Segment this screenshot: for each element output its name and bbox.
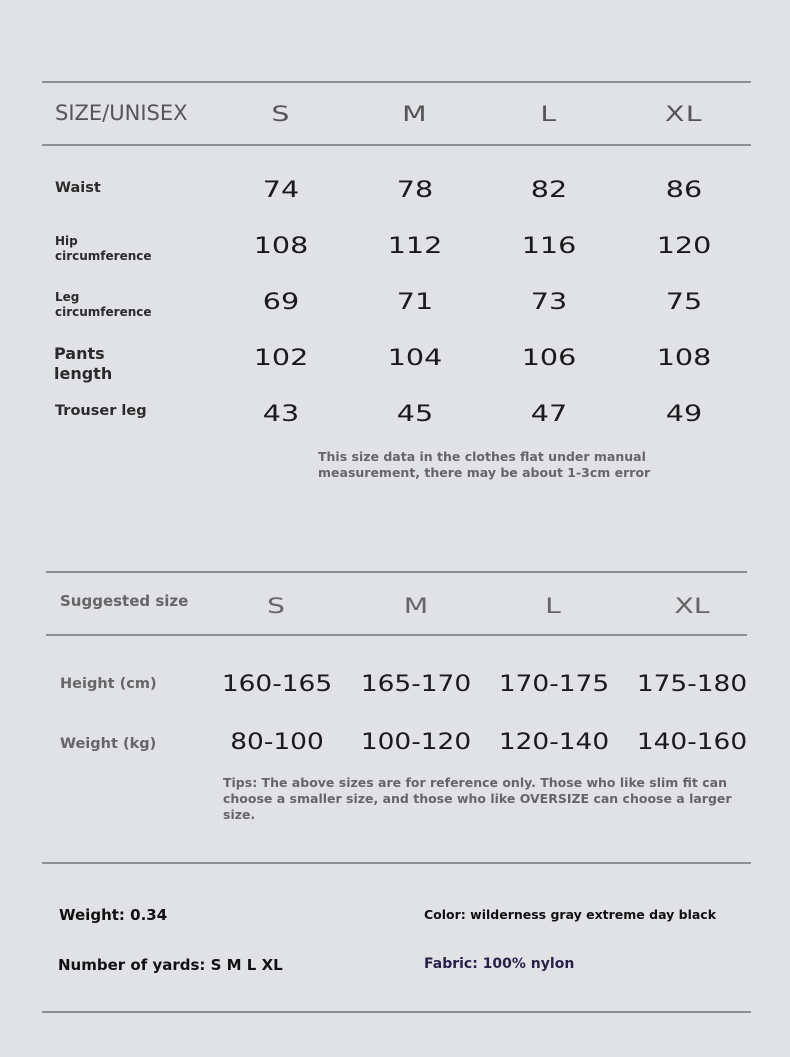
height-xl: 175-180	[636, 672, 748, 697]
height-l: 170-175	[498, 672, 610, 697]
trouser-s: 43	[262, 402, 300, 427]
tips-note: Tips: The above sizes are for reference only. Those who like slim fit can choose a smaller size, and those who like OVERSIZE can choose a larger size.	[223, 775, 732, 822]
size-header-xl: XL	[665, 102, 703, 126]
waist-l: 82	[530, 178, 568, 203]
row-label-hip-line2: circumference	[55, 249, 152, 263]
row-label-pants	[54, 344, 112, 384]
weight-l: 120-140	[498, 730, 610, 755]
weight-xl: 140-160	[636, 730, 748, 755]
pants-l: 106	[521, 346, 577, 371]
row-label-leg-line2: circumference	[55, 305, 152, 319]
hip-m: 112	[387, 234, 443, 259]
size-header-m: M	[402, 102, 428, 126]
pants-m: 104	[387, 346, 443, 371]
row-label-leg	[55, 290, 152, 320]
height-s: 160-165	[221, 672, 333, 697]
leg-xl: 75	[665, 290, 703, 315]
leg-l: 73	[530, 290, 568, 315]
suggested-header-xl: XL	[674, 594, 710, 618]
row-label-hip-line1: Hip	[55, 234, 78, 248]
measurement-note: This size data in the clothes flat under manual measurement, there may be about 1-3cm error	[318, 449, 651, 480]
yards-info: Number of yards: S M L XL	[58, 956, 283, 974]
hip-xl: 120	[656, 234, 712, 259]
top-rule	[42, 81, 751, 83]
suggested-header-rule	[46, 634, 747, 636]
row-label-trouser: Trouser leg	[55, 403, 147, 419]
suggested-header-s: S	[266, 594, 286, 618]
row-label-leg-line1: Leg	[55, 290, 80, 304]
leg-s: 69	[262, 290, 300, 315]
color-info: Color: wilderness gray extreme day black	[424, 907, 717, 922]
bottom-rule	[42, 1011, 751, 1013]
leg-m: 71	[396, 290, 434, 315]
trouser-l: 47	[530, 402, 568, 427]
fabric-info: Fabric: 100% nylon	[424, 956, 575, 972]
weight-s: 80-100	[230, 730, 324, 755]
trouser-xl: 49	[665, 402, 703, 427]
size-header-l: L	[540, 102, 558, 126]
waist-m: 78	[396, 178, 434, 203]
pants-xl: 108	[656, 346, 712, 371]
waist-xl: 86	[665, 178, 703, 203]
row-label-waist: Waist	[55, 180, 101, 196]
size-header-s: S	[271, 102, 291, 126]
hip-l: 116	[521, 234, 577, 259]
weight-label: Weight (kg)	[60, 736, 157, 752]
suggested-header-label: Suggested size	[60, 592, 189, 610]
waist-s: 74	[262, 178, 300, 203]
suggested-header-m: M	[403, 594, 429, 618]
row-label-pants-line1: Pants	[54, 344, 105, 363]
trouser-m: 45	[396, 402, 434, 427]
info-top-rule	[42, 862, 751, 864]
weight-m: 100-120	[360, 730, 472, 755]
weight-info: Weight: 0.34	[59, 906, 168, 924]
height-m: 165-170	[360, 672, 472, 697]
hip-s: 108	[253, 234, 309, 259]
row-label-hip	[55, 234, 152, 264]
suggested-top-rule	[46, 571, 747, 573]
suggested-header-l: L	[545, 594, 561, 618]
height-label: Height (cm)	[60, 676, 157, 692]
pants-s: 102	[253, 346, 309, 371]
size-header-label: SIZE/UNISEX	[55, 101, 188, 125]
header-rule	[42, 144, 751, 146]
row-label-pants-line2: length	[54, 364, 113, 383]
